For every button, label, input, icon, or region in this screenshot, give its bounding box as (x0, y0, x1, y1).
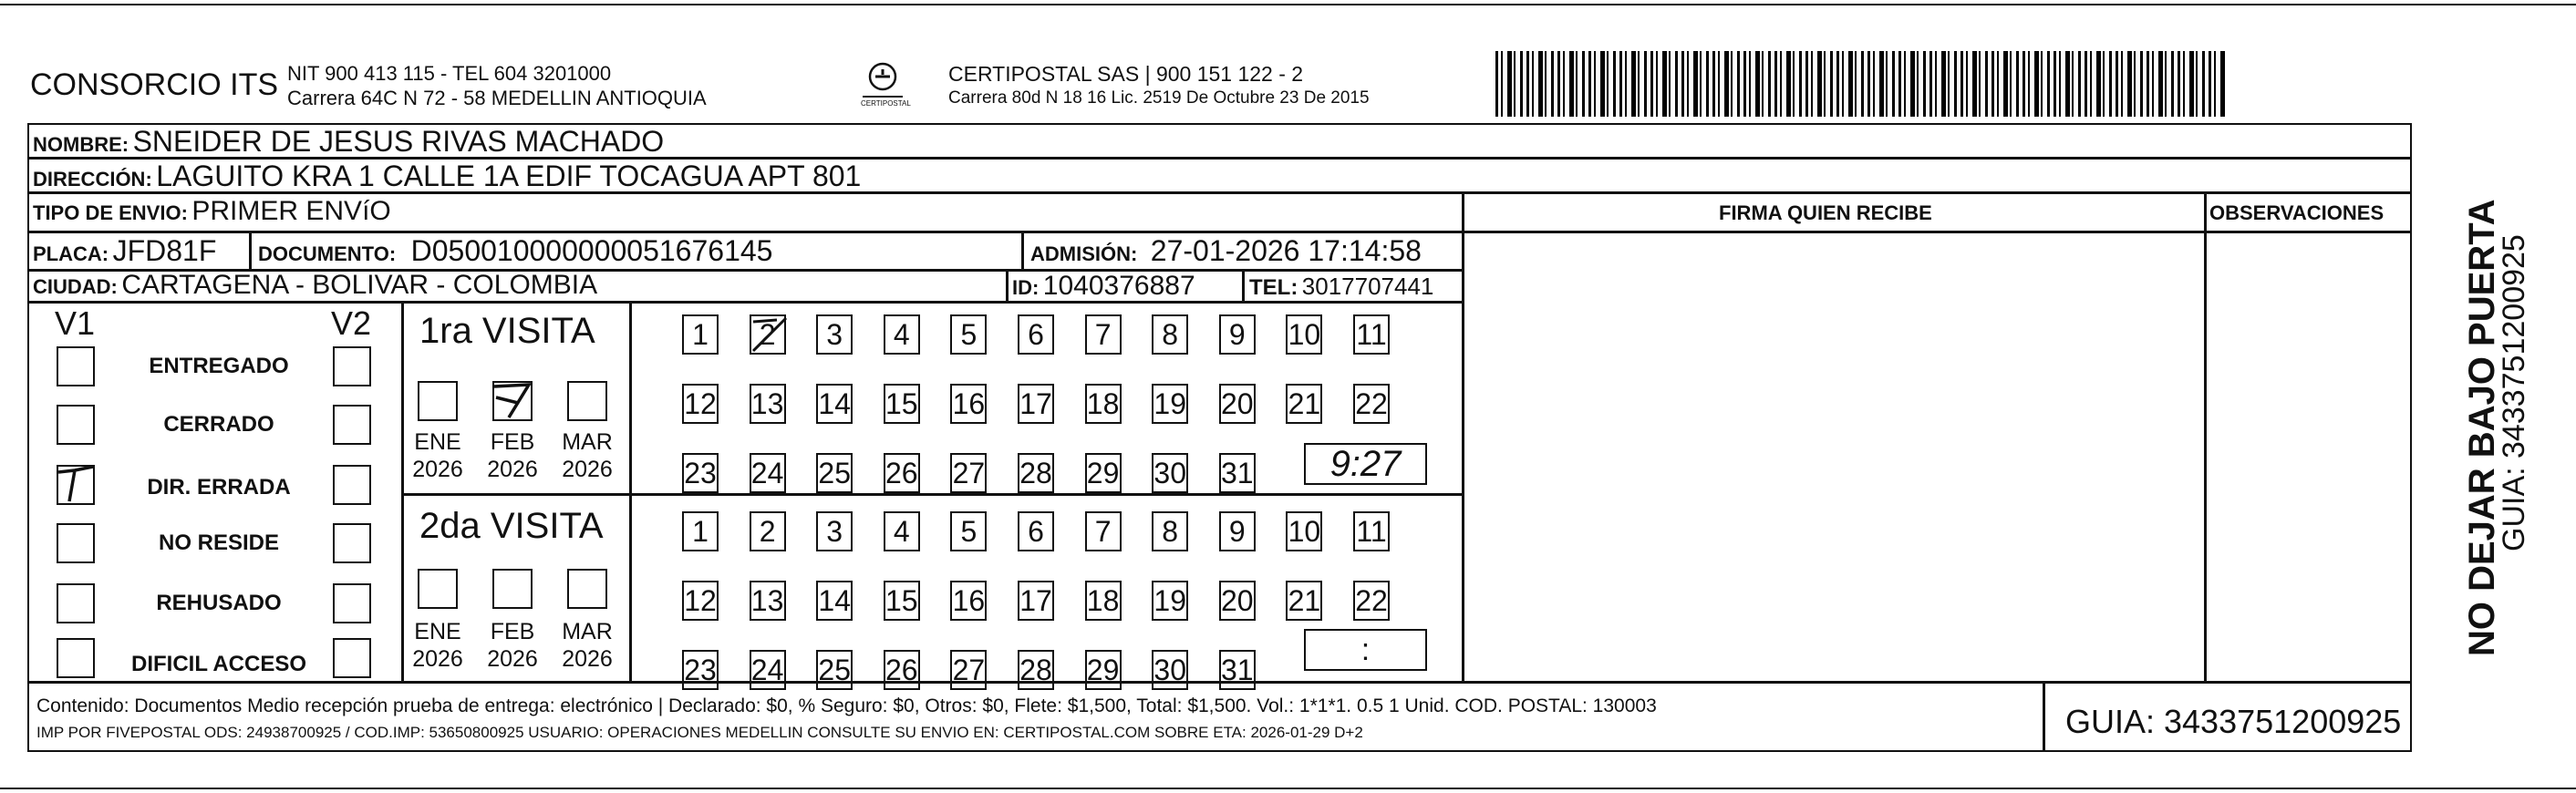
second-day-20[interactable]: 20 (1219, 581, 1256, 621)
tel-value: 3017707441 (1301, 273, 1434, 300)
first-day-3[interactable]: 3 (816, 314, 853, 355)
carrier-line1: CERTIPOSTAL SAS | 900 151 122 - 2 (948, 62, 1304, 86)
second-day-22[interactable]: 22 (1353, 581, 1390, 621)
second-day-1[interactable]: 1 (682, 511, 719, 551)
first-day-1[interactable]: 1 (682, 314, 719, 355)
second-day-21[interactable]: 21 (1286, 581, 1322, 621)
side-rotated-block (2416, 160, 2531, 656)
row-line (27, 301, 1464, 304)
col-line (249, 231, 252, 269)
first-day-18[interactable]: 18 (1085, 384, 1122, 424)
id-value: 1040376887 (1042, 271, 1195, 301)
v2-check-entregado[interactable] (333, 346, 371, 386)
id-label: ID: (1012, 276, 1040, 299)
direccion-label: DIRECCIÓN: (33, 168, 152, 191)
first-day-26[interactable]: 26 (884, 453, 920, 493)
tel-label: TEL: (1249, 275, 1298, 300)
second-day-25[interactable]: 25 (816, 650, 853, 690)
second-month-box-mar[interactable] (567, 569, 607, 609)
direccion-row (33, 161, 861, 191)
v1-check-entregado[interactable] (57, 346, 95, 386)
cause-dificil-acceso: DIFICIL ACCESO (130, 652, 306, 676)
id-row (1012, 273, 1195, 300)
v1-check-no-reside[interactable] (57, 523, 95, 563)
first-day-2[interactable]: 2 (750, 314, 786, 355)
v2-check-dir-errada[interactable] (333, 465, 371, 505)
cause-cerrado: CERRADO (163, 412, 274, 437)
direccion-value: LAGUITO KRA 1 CALLE 1A EDIF TOCAGUA APT 801 (156, 160, 862, 192)
bottom-rule (0, 788, 2576, 789)
first-month-ene: ENE 2026 (412, 429, 463, 482)
checkmark-icon (57, 465, 95, 505)
documento-value: D050010000000051676145 (410, 234, 773, 267)
second-day-14[interactable]: 14 (816, 581, 853, 621)
first-day-28[interactable]: 28 (1018, 453, 1054, 493)
first-day-20[interactable]: 20 (1219, 384, 1256, 424)
second-day-27[interactable]: 27 (950, 650, 987, 690)
ciudad-row (33, 272, 597, 299)
v1-check-dificil-acceso[interactable] (57, 638, 95, 678)
second-day-6[interactable]: 6 (1018, 511, 1054, 551)
cause-entregado: ENTREGADO (149, 354, 289, 378)
second-day-10[interactable]: 10 (1286, 511, 1322, 551)
observaciones-label: OBSERVACIONES (2209, 201, 2385, 224)
first-day-21[interactable]: 21 (1286, 384, 1322, 424)
second-day-8[interactable]: 8 (1152, 511, 1188, 551)
footer-guia: GUIA: 3433751200925 (2065, 703, 2402, 740)
second-day-31[interactable]: 31 (1219, 650, 1256, 690)
checkmark-icon (492, 381, 533, 421)
col-line (1021, 231, 1024, 269)
admision-row (1030, 236, 1422, 265)
second-day-11[interactable]: 11 (1353, 511, 1390, 551)
placa-label: PLACA: (33, 242, 109, 265)
first-day-23[interactable]: 23 (682, 453, 719, 493)
first-month-box-ene[interactable] (418, 381, 458, 421)
first-day-4[interactable]: 4 (884, 314, 920, 355)
company-line1: NIT 900 413 115 - TEL 604 3201000 (287, 62, 612, 85)
second-day-3[interactable]: 3 (816, 511, 853, 551)
second-day-15[interactable]: 15 (884, 581, 920, 621)
v1-label: V1 (55, 304, 96, 342)
carrier-line2: Carrera 80d N 18 16 Lic. 2519 De Octubre 23 De 2015 (948, 88, 1370, 108)
second-day-30[interactable]: 30 (1152, 650, 1188, 690)
footer-line1: Contenido: Documentos Medio recepción prueba de entrega: electrónico | Declarado: $0, % Seguro: $0, Otros: $0, Flete: $1,500, Total: $1,500. Vol.: 1*1*1. 0.5 1 Unid. COD. POSTAL: 130003 (36, 695, 1657, 716)
tipo-row (33, 198, 391, 225)
tipo-label: TIPO DE ENVIO: (33, 201, 188, 224)
nombre-value: SNEIDER DE JESUS RIVAS MACHADO (132, 125, 665, 158)
admision-value: 27-01-2026 17:14:58 (1150, 234, 1422, 267)
second-day-13[interactable]: 13 (750, 581, 786, 621)
second-day-16[interactable]: 16 (950, 581, 987, 621)
v1-check-cerrado[interactable] (57, 405, 95, 445)
placa-row (33, 236, 216, 265)
first-day-22[interactable]: 22 (1353, 384, 1390, 424)
second-month-mar: MAR 2026 (562, 619, 613, 672)
second-day-19[interactable]: 19 (1152, 581, 1188, 621)
first-day-30[interactable]: 30 (1152, 453, 1188, 493)
first-day-14[interactable]: 14 (816, 384, 853, 424)
second-day-24[interactable]: 24 (750, 650, 786, 690)
nombre-label: NOMBRE: (33, 133, 129, 156)
first-day-31[interactable]: 31 (1219, 453, 1256, 493)
first-month-feb: FEB 2026 (487, 429, 538, 482)
cause-dir-errada: DIR. ERRADA (147, 475, 291, 499)
first-day-12[interactable]: 12 (682, 384, 719, 424)
second-day-9[interactable]: 9 (1219, 511, 1256, 551)
documento-row (258, 236, 772, 265)
logo-text: CERTIPOSTAL (861, 99, 911, 108)
ciudad-value: CARTAGENA - BOLIVAR - COLOMBIA (121, 270, 598, 300)
v1-check-dir-errada[interactable] (57, 465, 95, 505)
col-line (1006, 269, 1009, 301)
first-day-19[interactable]: 19 (1152, 384, 1188, 424)
first-month-mar: MAR 2026 (562, 429, 613, 482)
footer-line2: IMP POR FIVEPOSTAL ODS: 24938700925 / COD.IMP: 53650800925 USUARIO: OPERACIONES MEDELLIN CONSULTE SU ENVIO EN: CERTIPOSTAL.COM SOBRE ETA: 2026-01-29 D+2 (36, 724, 1363, 741)
first-day-29[interactable]: 29 (1085, 453, 1122, 493)
first-day-6[interactable]: 6 (1018, 314, 1054, 355)
nombre-row (33, 127, 664, 156)
first-day-15[interactable]: 15 (884, 384, 920, 424)
first-day-27[interactable]: 27 (950, 453, 987, 493)
v2-check-dificil-acceso[interactable] (333, 638, 371, 678)
first-day-7[interactable]: 7 (1085, 314, 1122, 355)
company-line2: Carrera 64C N 72 - 58 MEDELLIN ANTIOQUIA (287, 87, 707, 109)
v2-check-no-reside[interactable] (333, 523, 371, 563)
first-day-25[interactable]: 25 (816, 453, 853, 493)
documento-label: DOCUMENTO: (258, 242, 397, 265)
first-day-17[interactable]: 17 (1018, 384, 1054, 424)
first-month-box-feb[interactable] (492, 381, 533, 421)
second-month-ene: ENE 2026 (412, 619, 463, 672)
placa-value: JFD81F (112, 234, 217, 267)
second-visit-title: 2da VISITA (419, 506, 604, 546)
row-line (401, 493, 1464, 496)
top-rule (0, 4, 2576, 5)
v2-check-cerrado[interactable] (333, 405, 371, 445)
first-visit-time[interactable]: 9:27 (1304, 443, 1427, 485)
second-visit-time[interactable]: : (1304, 629, 1427, 671)
second-month-box-ene[interactable] (418, 569, 458, 609)
admision-label: ADMISIÓN: (1030, 242, 1138, 265)
cause-no-reside: NO RESIDE (158, 530, 280, 555)
second-day-23[interactable]: 23 (682, 650, 719, 690)
v1-check-rehusado[interactable] (57, 583, 95, 623)
second-day-7[interactable]: 7 (1085, 511, 1122, 551)
first-day-24[interactable]: 24 (750, 453, 786, 493)
side-guia: GUIA: 3433751200925 (2497, 234, 2531, 551)
second-month-box-feb[interactable] (492, 569, 533, 609)
second-day-5[interactable]: 5 (950, 511, 987, 551)
row-line (27, 231, 2412, 233)
first-day-11[interactable]: 11 (1353, 314, 1390, 355)
barcode (1495, 51, 2225, 117)
v2-check-rehusado[interactable] (333, 583, 371, 623)
v2-label: V2 (331, 304, 372, 342)
second-day-2[interactable]: 2 (750, 511, 786, 551)
first-month-box-mar[interactable] (567, 381, 607, 421)
second-day-17[interactable]: 17 (1018, 581, 1054, 621)
second-day-28[interactable]: 28 (1018, 650, 1054, 690)
firma-label: FIRMA QUIEN RECIBE (1719, 201, 1932, 224)
tel-row (1249, 274, 1433, 299)
col-line (2043, 681, 2045, 752)
tipo-value: PRIMER ENVíO (191, 196, 391, 226)
first-visit-title: 1ra VISITA (419, 311, 595, 351)
second-day-4[interactable]: 4 (884, 511, 920, 551)
second-day-29[interactable]: 29 (1085, 650, 1122, 690)
first-day-10[interactable]: 10 (1286, 314, 1322, 355)
col-line (1462, 191, 1464, 683)
ciudad-label: CIUDAD: (33, 275, 118, 298)
second-day-12[interactable]: 12 (682, 581, 719, 621)
col-line (1242, 269, 1245, 301)
checkmark-icon (750, 314, 790, 355)
first-day-9[interactable]: 9 (1219, 314, 1256, 355)
second-day-18[interactable]: 18 (1085, 581, 1122, 621)
company-name: CONSORCIO ITS (30, 67, 279, 102)
first-day-5[interactable]: 5 (950, 314, 987, 355)
first-day-13[interactable]: 13 (750, 384, 786, 424)
second-day-26[interactable]: 26 (884, 650, 920, 690)
certipostal-logo (855, 57, 910, 111)
col-line (2204, 191, 2207, 683)
first-day-16[interactable]: 16 (950, 384, 987, 424)
cause-rehusado: REHUSADO (156, 591, 282, 615)
col-line (629, 301, 632, 681)
side-notice: NO DEJAR BAJO PUERTA (2462, 199, 2502, 656)
first-day-8[interactable]: 8 (1152, 314, 1188, 355)
second-month-feb: FEB 2026 (487, 619, 538, 672)
